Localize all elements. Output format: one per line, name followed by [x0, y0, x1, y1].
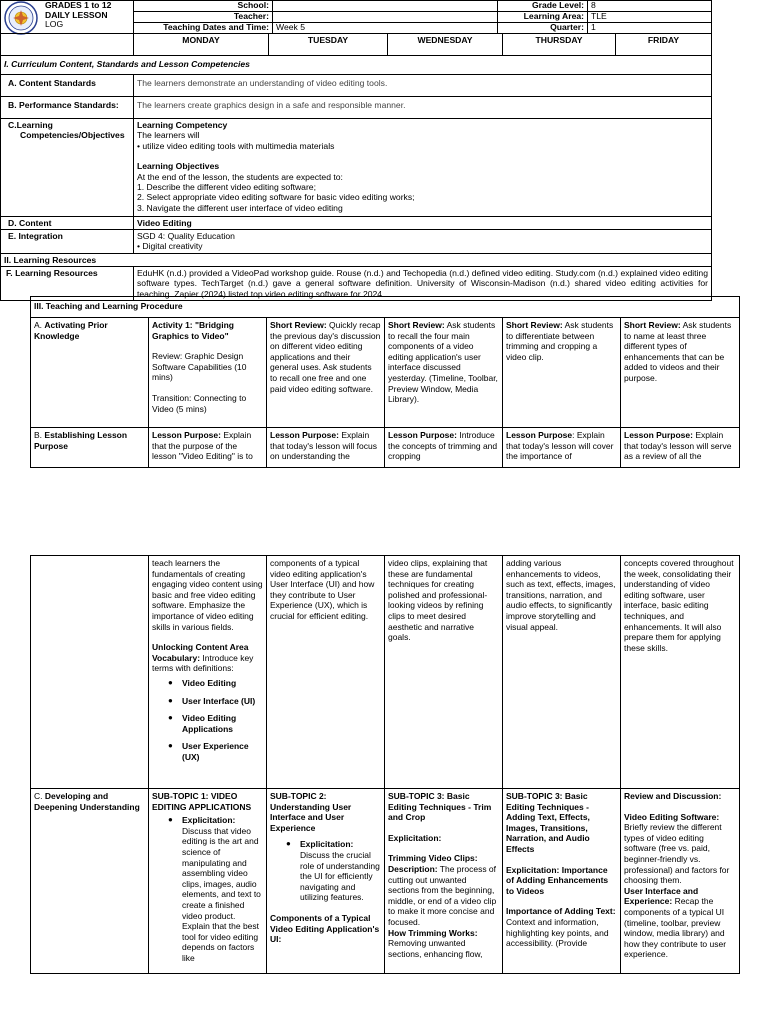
c-wednesday-cell: [385, 789, 503, 974]
learning-area-value: TLE: [588, 12, 712, 23]
review-ui: User Interface and Experience: Recap the components of a typical UI (timeline, toolbar, preview window, media library) and how they contribute to user experience.: [624, 885, 727, 960]
vocab-item: ● Video Editing: [168, 678, 263, 689]
b-thursday-cell: Lesson Purpose: Explain that today's lesson will cover the importance of: [503, 428, 621, 468]
activity-1-title: Activity 1: "Bridging Graphics to Video": [152, 320, 234, 341]
vocabulary-list: [152, 678, 263, 763]
a-wednesday-cell: Short Review: Ask students to recall the four main components of a video editing application's user interface discussed yesterday. (Timeline, Toolbar, Preview Window, Media Library).: [385, 318, 503, 428]
establishing-lesson-purpose-label: B. Establishing Lesson Purpose: [31, 428, 149, 468]
procedure-table-page1: [30, 296, 740, 468]
c-thursday-explicitation: Explicitation: Importance of Adding Enhancements to Videos: [506, 864, 609, 896]
competencies-label-1: C.Learning: [8, 120, 53, 130]
day-tuesday: TUESDAY: [269, 34, 388, 56]
day-wednesday: WEDNESDAY: [388, 34, 503, 56]
learning-objectives-heading: Learning Objectives: [137, 161, 220, 172]
performance-standards-label: B. Performance Standards:: [1, 97, 134, 119]
sub-topic-3-trim: SUB-TOPIC 3: Basic Editing Techniques - Trim and Crop: [388, 791, 492, 823]
trimming-heading: Trimming Video Clips:: [388, 853, 478, 864]
competencies-label-2: Competencies/Objectives: [20, 130, 125, 141]
day-friday: FRIDAY: [616, 34, 712, 56]
sub-topic-3-enhance: SUB-TOPIC 3: Basic Editing Techniques - Adding Text, Effects, Images, Transitions, Narration, and Audio Effects: [506, 791, 590, 854]
lo-line-4: 3. Navigate the different user interface of video editing: [137, 202, 343, 213]
lc-line-2: • utilize video editing tools with multimedia materials: [137, 140, 335, 151]
performance-standards-text: The learners create graphics design in a safe and responsible manner.: [134, 97, 712, 119]
grades-label: GRADES 1 to 12: [45, 0, 112, 10]
b-continued-label-cell: [31, 556, 149, 789]
c-friday-cell: [621, 789, 740, 974]
integration-line-2: • Digital creativity: [137, 241, 203, 252]
review-software: Video Editing Software: Briefly review the different types of video editing software (free vs. paid, beginner-friendly vs. professional) and factors for choosing them.: [624, 811, 730, 886]
competencies-cell: [134, 119, 712, 217]
integration-label: E. Integration: [1, 230, 134, 254]
dates-value: Week 5: [273, 23, 498, 34]
grade-level-value: 8: [588, 1, 712, 12]
section-1-title: I. Curriculum Content, Standards and Lesson Competencies: [1, 56, 712, 75]
b-monday-continued: teach learners the fundamentals of creating engaging video content using basic and free video editing software. Emphasize the importance of video editing skills in various fields. Unlocking Content Area Vocabulary: Introduce key terms with definitions: ● Video Editing ● User Interface (UI) ● Video Editing Applications ● User Experience (UX): [149, 556, 267, 789]
activating-prior-knowledge-label: A. Activating Prior Knowledge: [31, 318, 149, 428]
lo-line-1: At the end of the lesson, the students are expected to:: [137, 171, 343, 182]
school-value: [273, 1, 498, 12]
section-2-title: II. Learning Resources: [1, 253, 712, 266]
b-friday-continued: concepts covered throughout the week, consolidating their understanding of video editing software, user interface, basic editing techniques, and enhancements. It will also prepare them for applying these skills.: [621, 556, 740, 789]
header-table: [0, 0, 712, 34]
grade-level-label: Grade Level:: [498, 1, 588, 12]
c-thursday-cell: [503, 789, 621, 974]
content-standards-label: A. Content Standards: [1, 75, 134, 97]
c-monday-cell: [149, 789, 267, 974]
a-thursday-cell: Short Review: Ask students to differentiate between trimming and cropping a video clip.: [503, 318, 621, 428]
lc-line-1: The learners will: [137, 130, 200, 141]
procedure-table-page2: [30, 555, 740, 974]
importance-adding-text: Importance of Adding Text: Context and information, highlighting key points, and accessibility. (Provide: [506, 906, 616, 949]
b-wednesday-cell: Lesson Purpose: Introduce the concepts of trimming and cropping: [385, 428, 503, 468]
quarter-label: Quarter:: [498, 23, 588, 34]
c-wednesday-explicitation: Explicitation:: [388, 832, 442, 843]
teacher-value: [273, 12, 498, 23]
competencies-label: [1, 119, 134, 217]
sub-topic-1: SUB-TOPIC 1: VIDEO EDITING APPLICATIONS: [152, 791, 252, 812]
school-label: School:: [134, 1, 273, 12]
b-tuesday-cell: Lesson Purpose: Explain that today's lesson will focus on understanding the: [267, 428, 385, 468]
a-tuesday-cell: Short Review: Quickly recap the previous day's discussion on different video editing applications and their general uses. Ask students to recall one free and one paid video editing software.: [267, 318, 385, 428]
b-monday-cell: Lesson Purpose: Explain that the purpose of the lesson "Video Editing" is to: [149, 428, 267, 468]
developing-understanding-label: C. Developing and Deepening Understanding: [31, 789, 149, 974]
c-tuesday-cell: [267, 789, 385, 974]
trimming-description: Description: The process of cutting out unwanted sections from the beginning, middle, or end of a video clip to make it more concise and focused.: [388, 863, 497, 927]
learning-resources-label: F. Learning Resources: [1, 266, 134, 300]
dll-title-2: LOG: [45, 19, 64, 30]
a-monday-transition: Transition: Connecting to Video (5 mins): [152, 392, 247, 414]
b-wednesday-continued: video clips, explaining that these are fundamental techniques for creating polished and professional-looking videos by refining clips to meet desired aesthetic and narrative goals.: [385, 556, 503, 789]
lo-line-3: 2. Select appropriate video editing software for basic video editing works;: [137, 192, 415, 203]
b-tuesday-continued: components of a typical video editing application's User Interface (UI) and how they contribute to User Experience (UX), which is crucial for efficient editing.: [267, 556, 385, 789]
a-friday-cell: Short Review: Ask students to name at least three different types of enhancements that can be added to videos and their purpose.: [621, 318, 740, 428]
vocab-item: ● User Interface (UI): [168, 696, 263, 707]
day-monday: MONDAY: [134, 34, 269, 56]
b-friday-cell: Lesson Purpose: Explain that today's lesson will serve as a review of all the: [621, 428, 740, 468]
c-monday-explicitation: ● Explicitation:: [166, 815, 263, 826]
c-tuesday-explicitation: ● Explicitation:: [284, 839, 381, 850]
learning-resources-text: EduHK (n.d.) provided a VideoPad workshop guide. Rouse (n.d.) and Techopedia (n.d.) defined video editing. Study.com (n.d.) explained video editing software types. TechTarget (n.d.) gave a general software definition. University of Wisconsin-Madison (n.d.) shared video editing activities for teaching. Zapier (2024) listed top video editing software for 2024.: [134, 266, 712, 300]
learning-area-label: Learning Area:: [498, 12, 588, 23]
integration-line-1: SGD 4: Quality Education: [137, 231, 235, 241]
sub-topic-2: SUB-TOPIC 2: Understanding User Interface and User Experience: [270, 791, 352, 833]
header-title-cell: [1, 1, 134, 34]
days-blank-cell: [1, 34, 134, 56]
dll-title-1: DAILY LESSON: [45, 9, 108, 20]
quarter-value: 1: [588, 23, 712, 34]
learning-competency-heading: Learning Competency: [137, 120, 228, 130]
c-monday-text: Discuss that video editing is the art and science of manipulating and assembling video clips, images, audio elements, and text to create a finished video product. Explain that the best tool for video editing depends on factors like: [182, 825, 261, 963]
integration-cell: [134, 230, 712, 254]
ui-components-heading: Components of a Typical Video Editing Application's UI:: [270, 912, 380, 945]
content-standards-text: The learners demonstrate an understanding of video editing tools.: [134, 75, 712, 97]
vocab-item: ● Video Editing Applications: [168, 713, 263, 734]
b-thursday-continued: adding various enhancements to videos, such as text, effects, images, transitions, narration, and audio effects, to significantly improve storytelling and visual appeal.: [503, 556, 621, 789]
a-monday-review: Review: Graphic Design Software Capabilities (10 mins): [152, 351, 247, 383]
a-monday-cell: [149, 318, 267, 428]
dates-label: Teaching Dates and Time:: [134, 23, 273, 34]
lo-line-2: 1. Describe the different video editing software;: [137, 182, 316, 193]
section-3-title: III. Teaching and Learning Procedure: [31, 297, 740, 318]
vocabulary-intro: Unlocking Content Area Vocabulary: Introduce key terms with definitions:: [152, 642, 254, 674]
trimming-how: How Trimming Works: Removing unwanted sections, enhancing flow,: [388, 927, 483, 959]
review-discussion-heading: Review and Discussion:: [624, 791, 722, 801]
day-thursday: THURSDAY: [503, 34, 616, 56]
teacher-label: Teacher:: [134, 12, 273, 23]
c-tuesday-text: Discuss the crucial role of understanding the UI for efficiently navigating and utilizing features.: [300, 849, 380, 903]
content-label: D. Content: [1, 217, 134, 230]
content-text: Video Editing: [134, 217, 712, 230]
vocab-item: ● User Experience (UX): [168, 741, 263, 762]
curriculum-table: [0, 33, 712, 301]
